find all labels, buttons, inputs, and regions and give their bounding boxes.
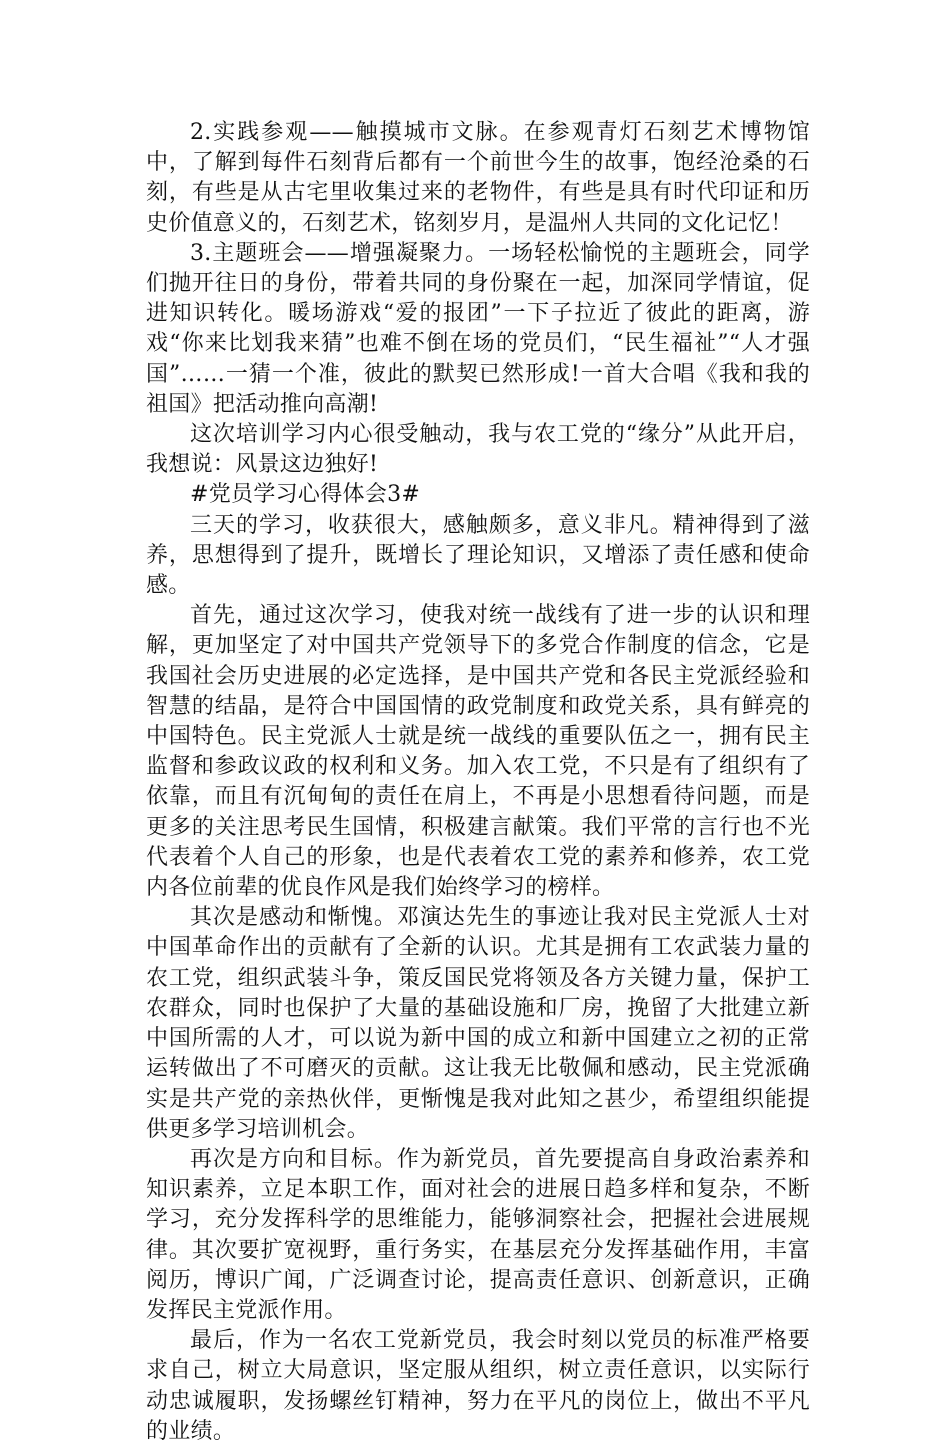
paragraph-training-reflection: 这次培训学习内心很受触动，我与农工党的“缘分”从此开启，我想说：风景这边独好! [146, 422, 810, 478]
paragraph-second: 其次是感动和惭愧。邓演达先生的事迹让我对民主党派人士对中国革命作出的贡献有了全新的认识。尤其是拥有工农武装力量的农工党，组织武装斗争，策反国民党将领及各方关键力量，保护工农群众，同时也保护了大量的基础设施和厂房，挽留了大批建立新中国所需的人才，可以说为新中国的成立和新中国建立之初的正常运转做出了不可磨灭的贡献。这让我无比敬佩和感动，民主党派确实是共产党的亲热伙伴，更惭愧是我对此知之甚少，希望组织能提供更多学习培训机会。 [146, 905, 810, 1142]
paragraph-third: 再次是方向和目标。作为新党员，首先要提高自身政治素养和知识素养，立足本职工作，面对社会的进展日趋多样和复杂，不断学习，充分发挥科学的思维能力，能够洞察社会，把握社会进展规律。其次要扩宽视野，重行务实，在基层充分发挥基础作用，丰富阅历，博识广闻，广泛调查讨论，提高责任意识、创新意识，正确发挥民主党派作用。 [146, 1146, 810, 1323]
paragraph-first: 首先，通过这次学习，使我对统一战线有了进一步的认识和理解，更加坚定了对中国共产党领导下的多党合作制度的信念，它是我国社会历史进展的必定选择，是中国共产党和各民主党派经验和智慧的结晶，是符合中国国情的政党制度和政党关系，具有鲜亮的中国特色。民主党派人士就是统一战线的重要队伍之一，拥有民主监督和参政议政的权利和义务。加入农工党，不只是有了组织有了依靠，而且有沉甸甸的责任在肩上，不再是小思想看待问题，而是更多的关注思考民生国情，积极建言献策。我们平常的言行也不光代表着个人自己的形象，也是代表着农工党的素养和修养，农工党内各位前辈的优良作风是我们始终学习的榜样。 [146, 603, 810, 901]
paragraph-practice-visit: 2.实践参观——触摸城市文脉。在参观青灯石刻艺术博物馆中，了解到每件石刻背后都有一个前世今生的故事，饱经沧桑的石刻，有些是从古宅里收集过来的老物件，有些是具有时代印证和历史价值意义的，石刻艺术，铭刻岁月，是温州人共同的文化记忆！ [146, 120, 810, 236]
paragraph-theme-meeting: 3.主题班会——增强凝聚力。一场轻松愉悦的主题班会，同学们抛开往日的身份，带着共同的身份聚在一起，加深同学情谊，促进知识转化。暖场游戏“爱的报团”一下子拉近了彼此的距离，游戏“你来比划我来猜”也难不倒在场的党员们，“民生福祉”“人才强国”……一猜一个准，彼此的默契已然形成!一首大合唱《我和我的祖国》把活动推向高潮! [146, 240, 810, 417]
paragraph-finally: 最后，作为一名农工党新党员，我会时刻以党员的标准严格要求自己，树立大局意识，坚定服从组织，树立责任意识，以实际行动忠诚履职，发扬螺丝钉精神，努力在平凡的岗位上，做出不平凡的业绩。 [146, 1328, 810, 1444]
paragraph-study-summary: 三天的学习，收获很大，感触颇多，意义非凡。精神得到了滋养，思想得到了提升，既增长了理论知识，又增添了责任感和使命感。 [146, 512, 810, 599]
section-heading: #党员学习心得体会3# [190, 482, 421, 508]
document-page [146, 118, 810, 1447]
